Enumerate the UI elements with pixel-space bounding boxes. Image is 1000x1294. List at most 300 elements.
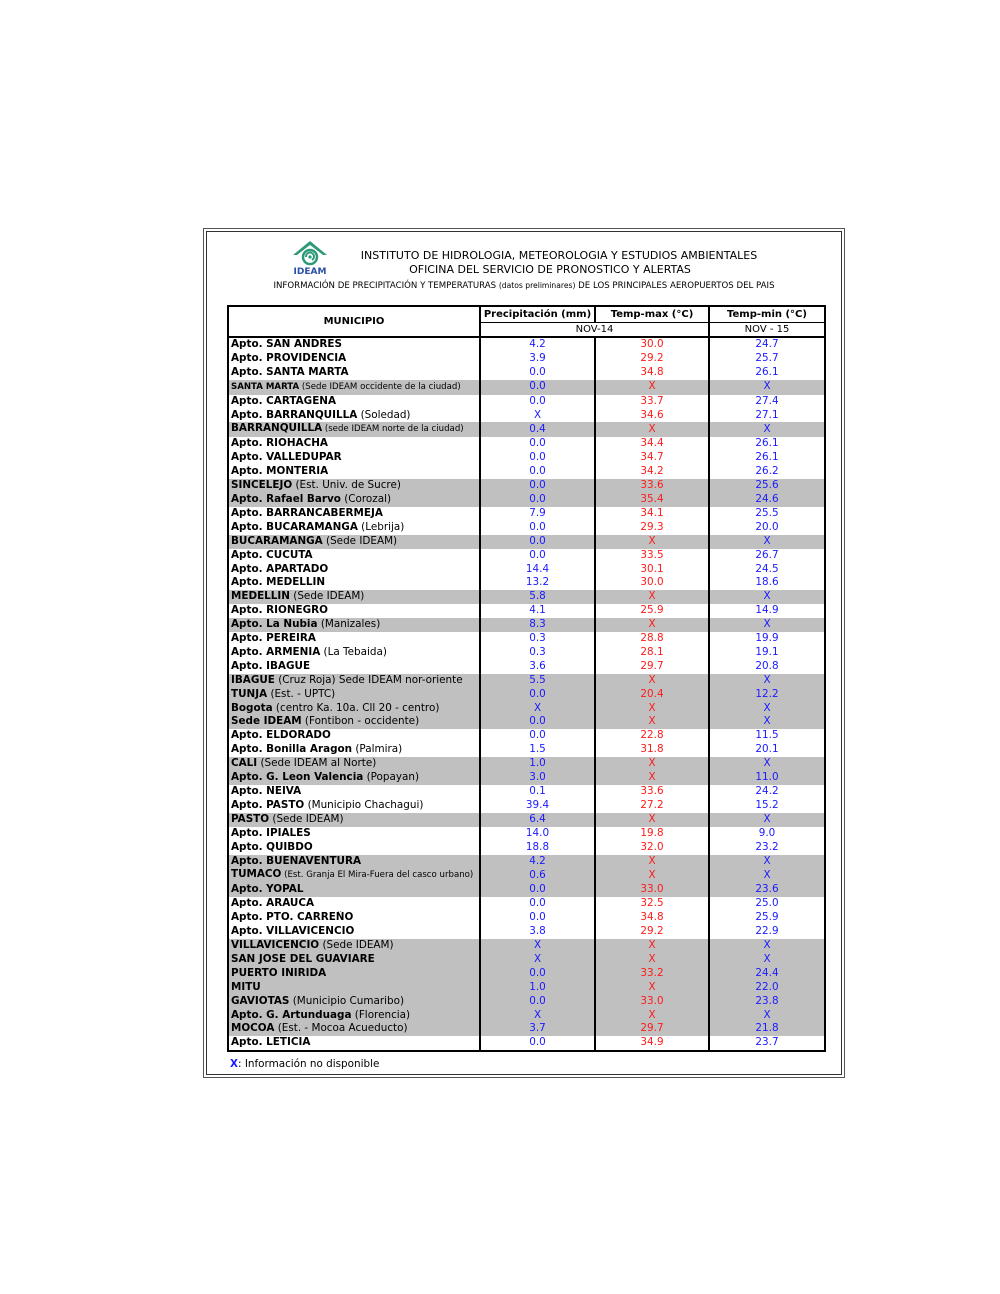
tmax-cell: 25.9: [595, 604, 709, 618]
tmin-cell: 23.2: [709, 841, 825, 855]
municipio-detail: (Sede IDEAM): [322, 534, 398, 547]
municipio-name: Apto. ARMENIA: [231, 645, 321, 658]
municipio-detail: (Fontibon - occidente): [301, 715, 420, 728]
municipio-name: MITU: [231, 980, 261, 993]
tmin-cell: 25.0: [709, 897, 825, 911]
tmax-cell: 22.8: [595, 729, 709, 743]
municipio-name: Apto. G. Artunduaga: [231, 1008, 352, 1021]
tmin-cell: 11.0: [709, 771, 825, 785]
table-row: [228, 674, 825, 688]
precip-cell: 6.4: [480, 813, 595, 827]
tmin-cell: X: [709, 953, 825, 967]
tmax-cell: X: [595, 981, 709, 995]
tmin-cell: 23.7: [709, 1036, 825, 1051]
tmin-cell: 14.9: [709, 604, 825, 618]
tmax-cell: 20.4: [595, 688, 709, 702]
tmin-cell: 15.2: [709, 799, 825, 813]
municipio-name: Apto. PEREIRA: [231, 632, 316, 645]
municipio-cell: [228, 451, 480, 465]
tmax-cell: 29.7: [595, 1022, 709, 1036]
municipio-cell: [228, 967, 480, 981]
tmin-cell: 20.1: [709, 743, 825, 757]
municipio-name: Apto. Rafael Barvo: [231, 492, 341, 505]
precip-cell: 0.3: [480, 646, 595, 660]
col-header-tmax: Temp-max (°C): [595, 306, 709, 323]
tmax-cell: 29.3: [595, 521, 709, 535]
municipio-cell: [228, 576, 480, 590]
precip-cell: 14.4: [480, 563, 595, 577]
municipio-cell: [228, 465, 480, 479]
precip-cell: 0.0: [480, 395, 595, 409]
tmax-cell: X: [595, 855, 709, 869]
municipio-cell: [228, 1009, 480, 1023]
precip-cell: 1.5: [480, 743, 595, 757]
municipio-cell: [228, 352, 480, 366]
precip-cell: 0.0: [480, 995, 595, 1009]
tmin-cell: 20.8: [709, 660, 825, 674]
table-row: [228, 715, 825, 729]
report-inner-border: [206, 231, 842, 1075]
table-row: [228, 437, 825, 451]
municipio-detail: (La Tebaida): [320, 645, 387, 658]
tmax-cell: X: [595, 535, 709, 549]
municipio-cell: [228, 785, 480, 799]
table-row: [228, 380, 825, 395]
municipio-cell: [228, 493, 480, 507]
municipio-cell: [228, 813, 480, 827]
municipio-cell: [228, 939, 480, 953]
tmax-cell: X: [595, 757, 709, 771]
municipio-cell: [228, 535, 480, 549]
municipio-cell: [228, 702, 480, 716]
precip-cell: 0.0: [480, 883, 595, 897]
precip-cell: 0.0: [480, 911, 595, 925]
municipio-detail: (Cruz Roja) Sede IDEAM nor-oriente: [274, 673, 463, 686]
institute-title: INSTITUTO DE HIDROLOGIA, METEOROLOGIA Y ESTUDIOS AMBIENTALES: [360, 249, 758, 262]
municipio-name: Apto. MONTERIA: [231, 465, 329, 478]
tmin-cell: 9.0: [709, 827, 825, 841]
tmin-cell: X: [709, 868, 825, 883]
report-frame: [203, 228, 845, 1078]
table-row: [228, 911, 825, 925]
tmin-cell: 19.1: [709, 646, 825, 660]
municipio-detail: (Est. - Mocoa Acueducto): [274, 1022, 408, 1035]
municipio-cell: [228, 729, 480, 743]
precip-cell: 13.2: [480, 576, 595, 590]
tmin-cell: X: [709, 674, 825, 688]
municipio-name: Apto. PROVIDENCIA: [231, 351, 347, 364]
tmin-cell: 26.7: [709, 549, 825, 563]
tmin-cell: 20.0: [709, 521, 825, 535]
table-row: [228, 702, 825, 716]
table-row: [228, 479, 825, 493]
tmin-cell: 26.1: [709, 437, 825, 451]
weather-table: [227, 305, 826, 1052]
municipio-detail: (Municipio Chachagui): [304, 798, 424, 811]
tmax-cell: 30.0: [595, 337, 709, 352]
municipio-detail: (Soledad): [357, 408, 411, 421]
municipio-name: GAVIOTAS: [231, 994, 290, 1007]
tmin-cell: 19.9: [709, 632, 825, 646]
municipio-name: Apto. ARAUCA: [231, 897, 315, 910]
precip-cell: 0.0: [480, 366, 595, 380]
municipio-name: Apto. IBAGUE: [231, 659, 311, 672]
municipio-cell: [228, 827, 480, 841]
municipio-cell: [228, 632, 480, 646]
municipio-cell: [228, 799, 480, 813]
municipio-name: Apto. La Nubia: [231, 618, 318, 631]
municipio-detail: (Sede IDEAM): [289, 590, 365, 603]
municipio-cell: [228, 590, 480, 604]
municipio-cell: [228, 953, 480, 967]
tmax-cell: 30.0: [595, 576, 709, 590]
municipio-cell: [228, 395, 480, 409]
municipio-cell: [228, 479, 480, 493]
municipio-cell: [228, 618, 480, 632]
municipio-name: Apto. ELDORADO: [231, 729, 331, 742]
municipio-cell: [228, 911, 480, 925]
municipio-detail: (Sede IDEAM): [319, 938, 394, 951]
tmin-cell: X: [709, 757, 825, 771]
tmin-cell: 24.4: [709, 967, 825, 981]
table-row: [228, 1022, 825, 1036]
municipio-cell: [228, 604, 480, 618]
municipio-cell: [228, 1036, 480, 1051]
precip-cell: X: [480, 702, 595, 716]
table-row: [228, 604, 825, 618]
precip-cell: 4.2: [480, 337, 595, 352]
legend-symbol: X: [230, 1058, 239, 1070]
table-row: [228, 563, 825, 577]
tmin-cell: 27.1: [709, 409, 825, 423]
table-row: [228, 549, 825, 563]
tmax-cell: X: [595, 953, 709, 967]
precip-cell: 0.0: [480, 380, 595, 395]
tmin-cell: 24.5: [709, 563, 825, 577]
table-row: [228, 897, 825, 911]
table-row: [228, 925, 825, 939]
municipio-name: Apto. BUCARAMANGA: [231, 520, 358, 533]
tmax-cell: 33.2: [595, 967, 709, 981]
municipio-name: Apto. VILLAVICENCIO: [231, 925, 355, 938]
precip-cell: 0.0: [480, 549, 595, 563]
municipio-detail: (sede IDEAM norte de la ciudad): [322, 424, 464, 435]
precip-cell: 1.0: [480, 981, 595, 995]
tmin-cell: X: [709, 702, 825, 716]
precip-cell: X: [480, 1009, 595, 1023]
precip-cell: 3.7: [480, 1022, 595, 1036]
tmin-cell: 18.6: [709, 576, 825, 590]
municipio-detail: (Sede IDEAM al Norte): [257, 757, 377, 770]
tmax-cell: 28.1: [595, 646, 709, 660]
precip-cell: 5.5: [480, 674, 595, 688]
table-row: [228, 366, 825, 380]
tmax-cell: 29.7: [595, 660, 709, 674]
precip-cell: 4.1: [480, 604, 595, 618]
tmax-cell: X: [595, 618, 709, 632]
tmax-cell: 31.8: [595, 743, 709, 757]
municipio-cell: [228, 563, 480, 577]
municipio-detail: (Sede IDEAM): [269, 812, 344, 825]
precip-cell: 3.9: [480, 352, 595, 366]
tmax-cell: 34.6: [595, 409, 709, 423]
tmin-cell: X: [709, 1009, 825, 1023]
tmin-cell: 26.1: [709, 451, 825, 465]
municipio-name: Apto. BARRANQUILLA: [231, 408, 358, 421]
tmax-cell: X: [595, 702, 709, 716]
tmin-cell: 25.5: [709, 507, 825, 521]
table-row: [228, 939, 825, 953]
table-row: [228, 813, 825, 827]
tmin-cell: X: [709, 855, 825, 869]
municipio-name: MEDELLIN: [231, 590, 290, 603]
municipio-name: PASTO: [231, 812, 270, 825]
municipio-detail: (Sede IDEAM occidente de la ciudad): [299, 381, 461, 392]
table-row: [228, 521, 825, 535]
precip-cell: 0.0: [480, 897, 595, 911]
municipio-cell: [228, 409, 480, 423]
table-row: [228, 855, 825, 869]
precip-cell: 5.8: [480, 590, 595, 604]
table-row: [228, 465, 825, 479]
col-header-precip: Precipitación (mm): [480, 306, 595, 323]
precip-cell: 0.0: [480, 967, 595, 981]
municipio-name: Apto. RIONEGRO: [231, 604, 329, 617]
subtitle-prefix: INFORMACIÓN DE PRECIPITACIÓN Y TEMPERATURAS: [273, 281, 499, 291]
tmin-cell: 24.7: [709, 337, 825, 352]
municipio-cell: [228, 646, 480, 660]
municipio-cell: [228, 549, 480, 563]
municipio-cell: [228, 841, 480, 855]
table-row: [228, 967, 825, 981]
municipio-cell: [228, 883, 480, 897]
tmax-cell: X: [595, 939, 709, 953]
municipio-name: Apto. Bonilla Aragon: [231, 743, 353, 756]
table-row: [228, 507, 825, 521]
table-row: [228, 883, 825, 897]
municipio-cell: [228, 1022, 480, 1036]
municipio-name: Apto. PTO. CARREÑO: [231, 911, 354, 924]
municipio-name: MOCOA: [231, 1022, 275, 1035]
municipio-cell: [228, 337, 480, 352]
precip-cell: 0.1: [480, 785, 595, 799]
municipio-name: Apto. IPIALES: [231, 826, 311, 839]
tmax-cell: X: [595, 674, 709, 688]
table-row: [228, 1009, 825, 1023]
precip-cell: 0.0: [480, 715, 595, 729]
municipio-name: Apto. APARTADO: [231, 562, 329, 575]
municipio-cell: [228, 660, 480, 674]
municipio-detail: (Manizales): [317, 618, 381, 631]
tmin-cell: X: [709, 715, 825, 729]
table-row: [228, 827, 825, 841]
municipio-cell: [228, 521, 480, 535]
tmin-cell: 24.6: [709, 493, 825, 507]
precip-cell: 14.0: [480, 827, 595, 841]
precip-cell: 0.0: [480, 521, 595, 535]
legend-text: : Información no disponible: [238, 1058, 380, 1070]
precip-cell: X: [480, 939, 595, 953]
table-row: [228, 771, 825, 785]
municipio-cell: [228, 507, 480, 521]
precip-cell: 8.3: [480, 618, 595, 632]
tmin-cell: 11.5: [709, 729, 825, 743]
tmin-cell: 25.9: [709, 911, 825, 925]
tmin-cell: 27.4: [709, 395, 825, 409]
municipio-name: Apto. SAN ANDRES: [231, 338, 342, 350]
municipio-name: Apto. BARRANCABERMEJA: [231, 506, 383, 519]
municipio-name: Apto. G. Leon Valencia: [231, 771, 364, 784]
tmax-cell: 33.0: [595, 995, 709, 1009]
tmin-cell: 21.8: [709, 1022, 825, 1036]
municipio-cell: [228, 674, 480, 688]
table-row: [228, 1036, 825, 1051]
municipio-name: TUNJA: [231, 687, 268, 700]
tmax-cell: 34.2: [595, 465, 709, 479]
municipio-name: SINCELEJO: [231, 479, 293, 492]
tmin-cell: 25.6: [709, 479, 825, 493]
col-header-tmin: Temp-min (°C): [709, 306, 825, 323]
tmax-cell: 33.6: [595, 785, 709, 799]
precip-cell: 0.3: [480, 632, 595, 646]
municipio-name: Apto. MEDELLIN: [231, 576, 326, 589]
tmax-cell: X: [595, 771, 709, 785]
municipio-cell: [228, 771, 480, 785]
precip-cell: 3.6: [480, 660, 595, 674]
municipio-cell: [228, 380, 480, 395]
tmax-cell: 32.0: [595, 841, 709, 855]
tmin-cell: 12.2: [709, 688, 825, 702]
municipio-detail: (Corozal): [340, 492, 392, 505]
tmax-cell: X: [595, 715, 709, 729]
precip-cell: 0.0: [480, 437, 595, 451]
municipio-cell: [228, 688, 480, 702]
precip-cell: 0.6: [480, 868, 595, 883]
office-title: OFICINA DEL SERVICIO DE PRONOSTICO Y ALERTAS: [409, 263, 691, 276]
precip-cell: 39.4: [480, 799, 595, 813]
table-row: [228, 743, 825, 757]
municipio-detail: (Est. Granja El Mira-Fuera del casco urbano): [281, 870, 474, 881]
table-row: [228, 868, 825, 883]
precip-cell: 0.4: [480, 422, 595, 437]
table-row: [228, 618, 825, 632]
table-row: [228, 688, 825, 702]
municipio-detail: (Palmira): [352, 743, 403, 756]
municipio-name: IBAGUE: [231, 673, 275, 686]
date-tmin: NOV - 15: [709, 323, 825, 338]
tmin-cell: X: [709, 590, 825, 604]
municipio-name: BUCARAMANGA: [231, 534, 323, 547]
tmax-cell: 33.6: [595, 479, 709, 493]
table-row: [228, 729, 825, 743]
tmin-cell: X: [709, 939, 825, 953]
precip-cell: 7.9: [480, 507, 595, 521]
report-subtitle: [207, 281, 841, 291]
municipio-name: SANTA MARTA: [231, 381, 300, 392]
precip-cell: 0.0: [480, 465, 595, 479]
table-row: [228, 422, 825, 437]
tmax-cell: 32.5: [595, 897, 709, 911]
municipio-name: Apto. PASTO: [231, 798, 305, 811]
municipio-name: Apto. CARTAGENA: [231, 394, 337, 407]
precip-cell: 1.0: [480, 757, 595, 771]
tmax-cell: 29.2: [595, 925, 709, 939]
table-row: [228, 785, 825, 799]
precip-cell: 3.8: [480, 925, 595, 939]
municipio-name: Sede IDEAM: [231, 715, 302, 728]
logo-text: IDEAM: [293, 267, 327, 277]
tmax-cell: X: [595, 380, 709, 395]
municipio-name: BARRANQUILLA: [231, 422, 323, 435]
precip-cell: X: [480, 953, 595, 967]
municipio-cell: [228, 757, 480, 771]
municipio-cell: [228, 715, 480, 729]
municipio-cell: [228, 925, 480, 939]
tmin-cell: 23.6: [709, 883, 825, 897]
precip-cell: 0.0: [480, 729, 595, 743]
tmax-cell: 34.8: [595, 366, 709, 380]
table-row: [228, 757, 825, 771]
tmax-cell: 19.8: [595, 827, 709, 841]
municipio-cell: [228, 995, 480, 1009]
tmax-cell: 28.8: [595, 632, 709, 646]
municipio-detail: (Florencia): [351, 1008, 411, 1021]
municipio-name: VILLAVICENCIO: [231, 938, 320, 951]
table-row: [228, 451, 825, 465]
municipio-cell: [228, 743, 480, 757]
municipio-name: Apto. VALLEDUPAR: [231, 451, 342, 464]
tmax-cell: 33.7: [595, 395, 709, 409]
municipio-name: SAN JOSE DEL GUAVIARE: [231, 952, 375, 965]
table-row: [228, 981, 825, 995]
tmin-cell: X: [709, 535, 825, 549]
precip-cell: 0.0: [480, 479, 595, 493]
tmax-cell: X: [595, 422, 709, 437]
table-row: [228, 995, 825, 1009]
municipio-detail: (Popayan): [363, 771, 420, 784]
municipio-name: Apto. NEIVA: [231, 785, 302, 797]
subtitle-suffix: DE LOS PRINCIPALES AEROPUERTOS DEL PAIS: [575, 281, 775, 291]
tmax-cell: 33.0: [595, 883, 709, 897]
table-row: [228, 576, 825, 590]
table-body: [228, 337, 825, 1051]
table-row: [228, 953, 825, 967]
tmax-cell: 30.1: [595, 563, 709, 577]
municipio-name: Apto. YOPAL: [231, 883, 304, 896]
municipio-name: Apto. BUENAVENTURA: [231, 854, 362, 867]
tmin-cell: 22.0: [709, 981, 825, 995]
precip-cell: 0.0: [480, 535, 595, 549]
tmin-cell: 26.1: [709, 366, 825, 380]
municipio-detail: (Lebrija): [357, 520, 405, 533]
tmin-cell: X: [709, 813, 825, 827]
tmax-cell: 34.1: [595, 507, 709, 521]
precip-cell: 0.0: [480, 1036, 595, 1051]
precip-cell: 4.2: [480, 855, 595, 869]
municipio-detail: (Municipio Cumaribo): [289, 994, 405, 1007]
precip-cell: X: [480, 409, 595, 423]
municipio-cell: [228, 897, 480, 911]
municipio-cell: [228, 366, 480, 380]
precip-cell: 0.0: [480, 493, 595, 507]
municipio-name: PUERTO INIRIDA: [231, 966, 327, 979]
table-row: [228, 590, 825, 604]
tmax-cell: X: [595, 868, 709, 883]
municipio-name: TUMACO: [231, 868, 282, 881]
table-row: [228, 352, 825, 366]
tmax-cell: 33.5: [595, 549, 709, 563]
tmin-cell: X: [709, 380, 825, 395]
